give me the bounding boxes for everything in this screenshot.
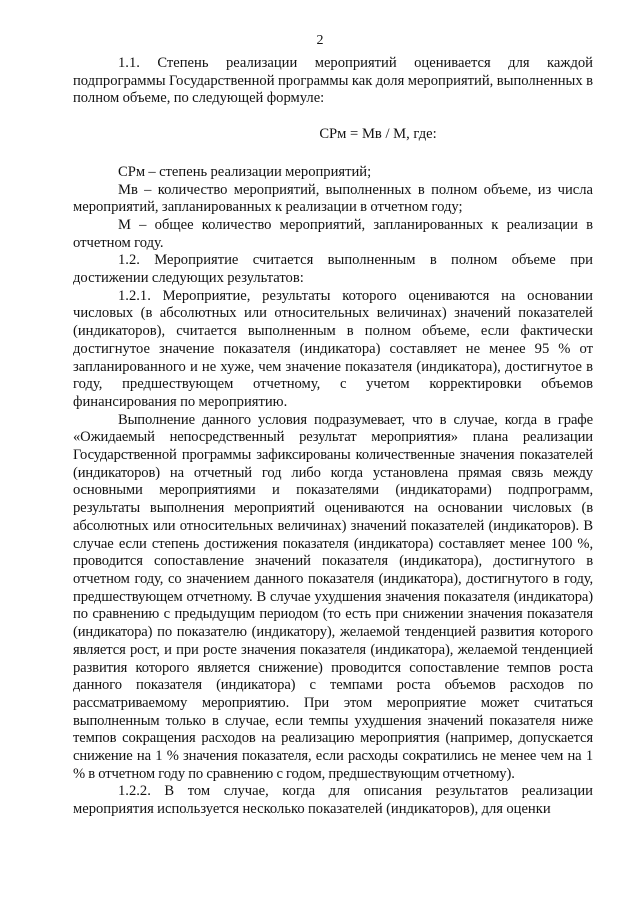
paragraph-1-1: 1.1. Степень реализации мероприятий оценивается для каждой подпрограммы Государственной программы как доля мероприятий, выполненных в полном объеме, по следующей формуле: — [73, 55, 593, 107]
definition-m: М – общее количество мероприятий, запланированных к реализации в отчетном году. — [73, 216, 593, 251]
document-body — [73, 55, 593, 819]
page-number: 2 — [316, 33, 324, 48]
definition-mv: Мв – количество мероприятий, выполненных в полном объеме, из числа мероприятий, запланированных к реализации в отчетном году; — [73, 181, 593, 216]
paragraph-1-2: 1.2. Мероприятие считается выполненным в полном объеме при достижении следующих результатов: — [73, 252, 593, 287]
formula: СРм = Мв / М, где: — [319, 126, 437, 143]
paragraph-1-2-1: 1.2.1. Мероприятие, результаты которого оцениваются на основании числовых (в абсолютных или относительных величинах) значений показателей (индикаторов), считается выполненным в полном объеме, если фактически достигнутое значение показателя (индикатора) составляет не менее 95 % от запланированного и не хуже, чем значение показателя (индикатора), достигнутое в году, предшествующем отчетному, с учетом корректировки объемов финансирования по мероприятию. — [73, 287, 593, 410]
paragraph-condition: Выполнение данного условия подразумевает, что в случае, когда в графе «Ожидаемый непосредственный результат мероприятия» плана реализации Государственной программы зафиксированы количественные значения показателей (индикаторов) на отчетный год либо когда установлена прямая связь между основными мероприятиями и показателями (индикаторами) подпрограмм, результаты выполнения мероприятий оцениваются на основании числовых (в абсолютных или относительных величинах) значений показателей (индикаторов). В случае если степень достижения показателя (индикатора) составляет менее 100 %, проводится сопоставление значений показателя (индикатора), достигнутого в отчетном году, со значением данного показателя (индикатора), достигнутого в году, предшествующем отчетному. В случае ухудшения значения показателя (индикатора) по сравнению с предыдущим периодом (то есть при снижении значения показателя (индикатора) по показателю (индикатору), желаемой тенденцией развития которого является рост, и при росте значения показателя (индикатора), желаемой тенденцией развития которого является снижение) проводится сопоставление темпов роста данного показателя (индикатора) с темпами роста объемов расходов по рассматриваемому мероприятию. При этом мероприятие может считаться выполненным только в случае, если темпы ухудшения значений показателя ниже темпов сокращения расходов на реализацию мероприятия (например, допускается снижение на 1 % значения показателя, если расходы сократились не менее чем на 1 % в отчетном году по сравнению с годом, предшествующим отчетному). — [73, 411, 593, 782]
definition-srm: СРм – степень реализации мероприятий; — [118, 163, 372, 180]
paragraph-1-2-2: 1.2.2. В том случае, когда для описания результатов реализации мероприятия используется несколько показателей (индикаторов), для оценки — [73, 783, 593, 818]
